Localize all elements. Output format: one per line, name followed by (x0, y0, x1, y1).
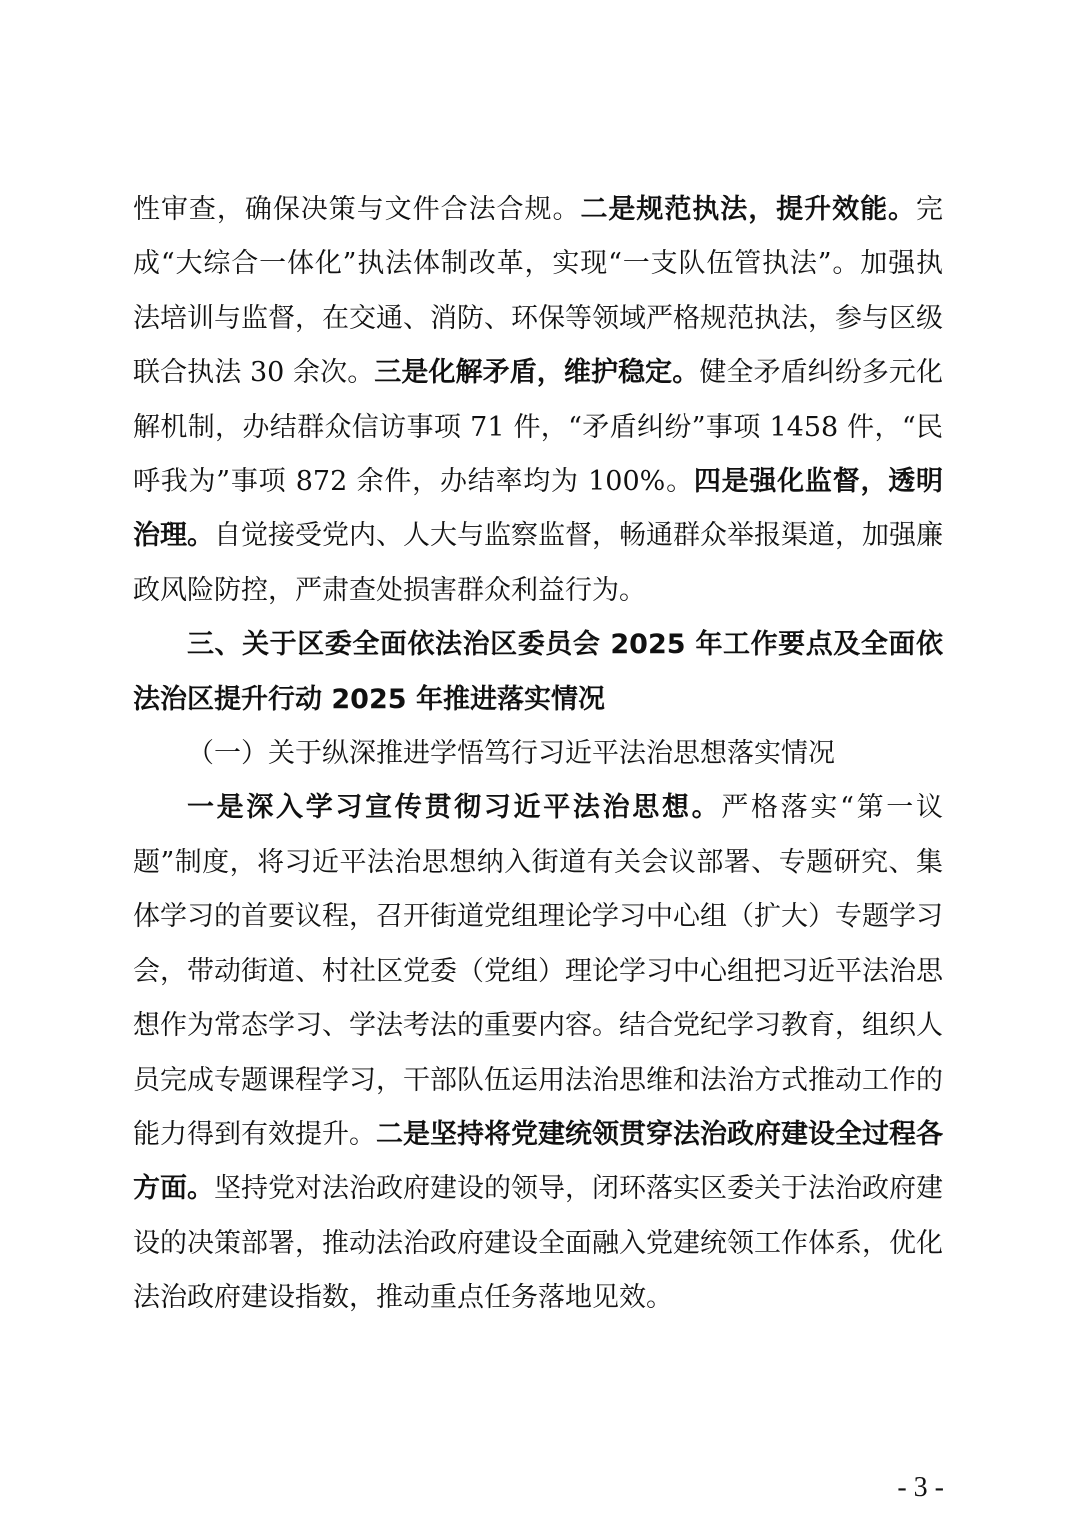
text-run: 完成“大综合一体化”执法体制改革，实现“一支队伍管执法”。加强执法培训与监督，在交通、消防、环保等领域严格规范执法，参与区级联合执法 30 余次。 (133, 194, 944, 389)
text-run: 自觉接受党内、人大与监察监督，畅通群众举报渠道，加强廉政风险防控，严肃查处损害群众利益行为。 (133, 520, 943, 606)
text-run: 性审查，确保决策与文件合法合规。 (133, 194, 581, 225)
bold-run: 二是规范执法，提升效能。 (580, 194, 917, 225)
paragraph-law-thought (133, 781, 943, 1325)
bold-run: 三是化解矛盾，维护稳定。 (374, 357, 700, 389)
text-run: 严格落实“第一议题”制度，将习近平法治思想纳入街道有关会议部署、专题研究、集体学习的首要议程，召开街道党组理论学习中心组（扩大）专题学习会，带动街道、村社区党委（党组）理论学习中心组把习近平法治思想作为常态学习、学法考法的重要内容。结合党纪学习教育，组织人员完成专题课程学习，干部队伍运用法治思维和法治方式推动工作的能力得到有效提升。 (133, 792, 943, 1150)
subsection-heading: （一）关于纵深推进学悟笃行习近平法治思想落实情况 (187, 738, 835, 770)
bold-run: 四是强化监督，透明治理。 (133, 466, 943, 552)
bold-run: 一是深入学习宣传贯彻习近平法治思想。 (187, 792, 722, 824)
paragraph-work-summary (133, 183, 943, 618)
text-run: 坚持党对法治政府建设的领导，闭环落实区委关于法治政府建设的决策部署，推动法治政府建设全面融入党建统领工作体系，优化法治政府建设指数，推动重点任务落地见效。 (133, 1173, 943, 1314)
text-run: 健全矛盾纠纷多元化解机制，办结群众信访事项 71 件，“矛盾纠纷”事项 1458 件，“民呼我为”事项 872 余件，办结率均为 100%。 (133, 357, 944, 498)
section-heading: 三、关于区委全面依法治区委员会 2025 年工作要点及全面依法治区提升行动 2025 年推进落实情况 (133, 629, 943, 715)
bold-run: 二是坚持将党建统领贯穿法治政府建设全过程各方面。 (133, 1118, 943, 1205)
page-number: - 3 - (897, 1472, 944, 1503)
document-body (133, 183, 943, 1326)
